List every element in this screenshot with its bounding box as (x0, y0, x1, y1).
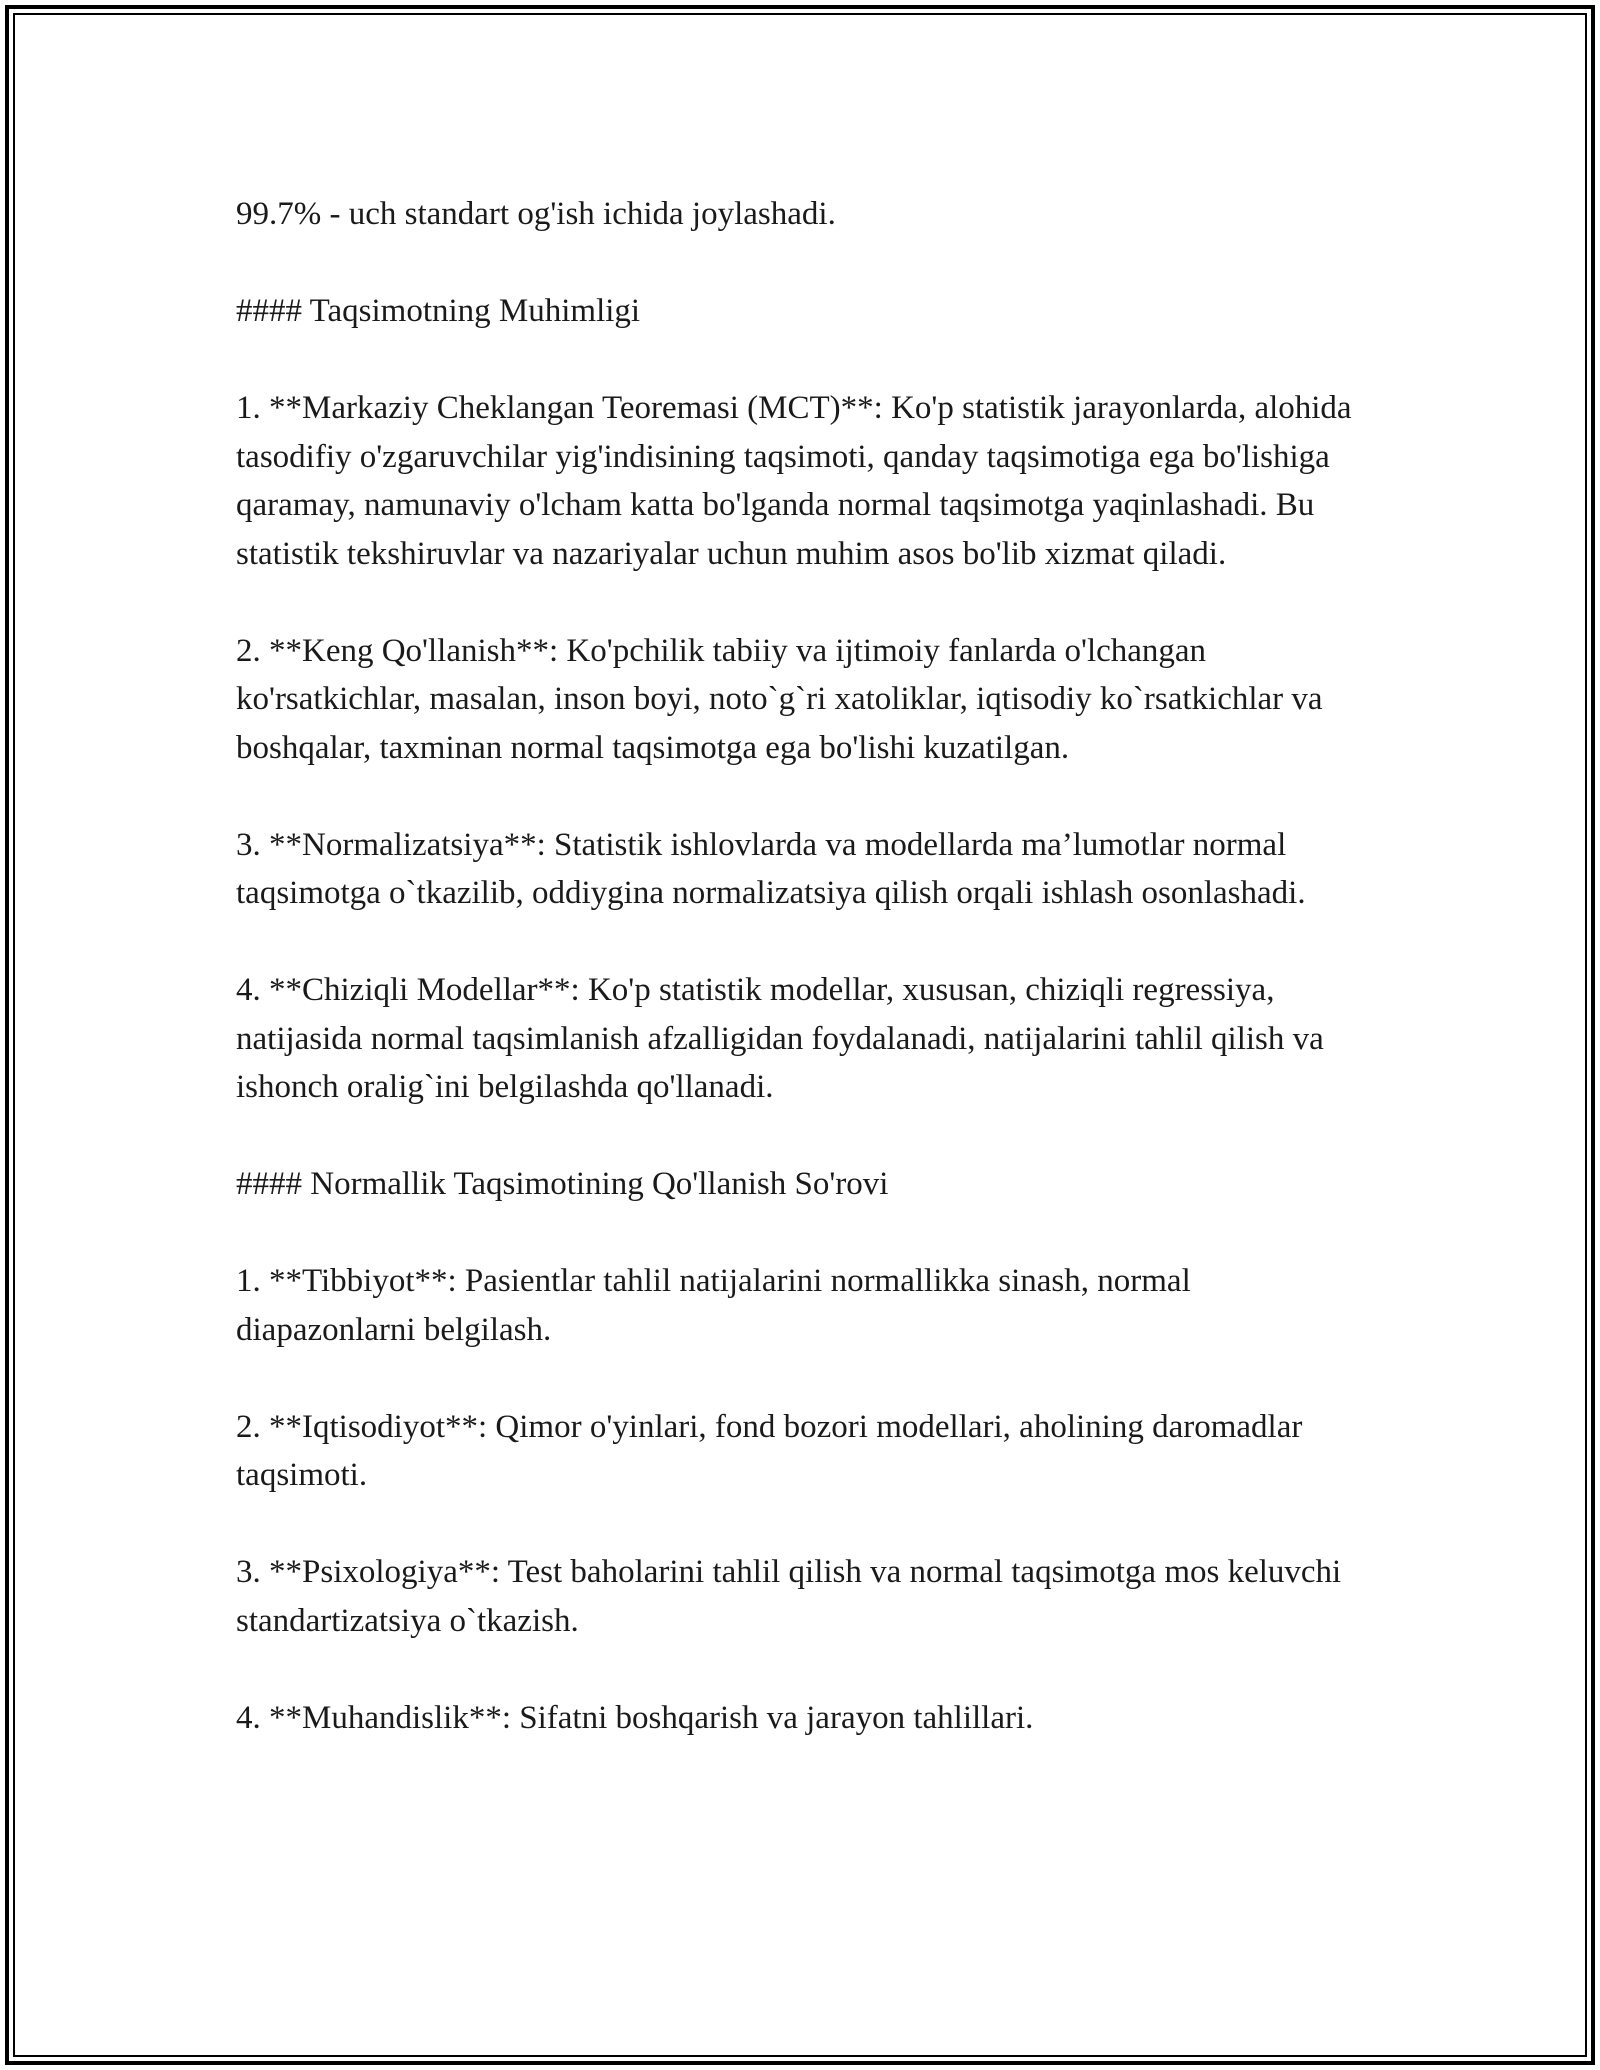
list-item-muhandislik: 4. **Muhandislik**: Sifatni boshqarish va jarayon tahlillari. (236, 1699, 1034, 1736)
heading-qollanish-sorovi: #### Normallik Taqsimotining Qo'llanish So'rovi (236, 1166, 889, 1202)
list-item-keng-qollanish: 2. **Keng Qo'llanish**: Ko'pchilik tabiiy va ijtimoiy fanlarda o'lchangan ko'rsatkichlar, masalan, inson boyi, noto`g`ri xatoliklar, iqtisodiy ko`rsatkichlar va boshqalar, taxminan normal taqsimotga ega bo'lishi kuzatilgan. (236, 632, 1323, 766)
heading-taqsimot-muhimligi: #### Taqsimotning Muhimligi (236, 293, 641, 329)
list-item-normalizatsiya: 3. **Normalizatsiya**: Statistik ishlovlarda va modellarda ma’lumotlar normal taqsimotga o`tkazilib, oddiygina normalizatsiya qilish orqali ishlash osonlashadi. (236, 826, 1306, 911)
list-item-mct: 1. **Markaziy Cheklangan Teoremasi (MCT)**: Ko'p statistik jarayonlarda, alohida tasodifiy o'zgaruvchilar yig'indisining taqsimoti, qanday taqsimotiga ega bo'lishiga qaramay, namunaviy o'lcham katta bo'lganda normal taqsimotga yaqinlashadi. Bu statistik tekshiruvlar va nazariyalar uchun muhim asos bo'lib xizmat qiladi. (236, 390, 1352, 572)
document-body (236, 190, 1376, 1791)
list-item-psixologiya: 3. **Psixologiya**: Test baholarini tahlil qilish va normal taqsimotga mos keluvchi standartizatsiya o`tkazish. (236, 1554, 1342, 1639)
list-item-chiziqli-modellar: 4. **Chiziqli Modellar**: Ko'p statistik modellar, xususan, chiziqli regressiya, natijasida normal taqsimlanish afzalligidan foydalanadi, natijalarini tahlil qilish va ishonch oralig`ini belgilashda qo'llanadi. (236, 972, 1324, 1105)
paragraph-normal-99-7: 99.7% - uch standart og'ish ichida joylashadi. (236, 196, 836, 232)
list-item-tibbiyot: 1. **Tibbiyot**: Pasientlar tahlil natijalarini normallikka sinash, normal diapazonlarni belgilash. (236, 1263, 1191, 1348)
list-item-iqtisodiyot: 2. **Iqtisodiyot**: Qimor o'yinlari, fond bozori modellari, aholining daromadlar taqsimoti. (236, 1408, 1303, 1493)
